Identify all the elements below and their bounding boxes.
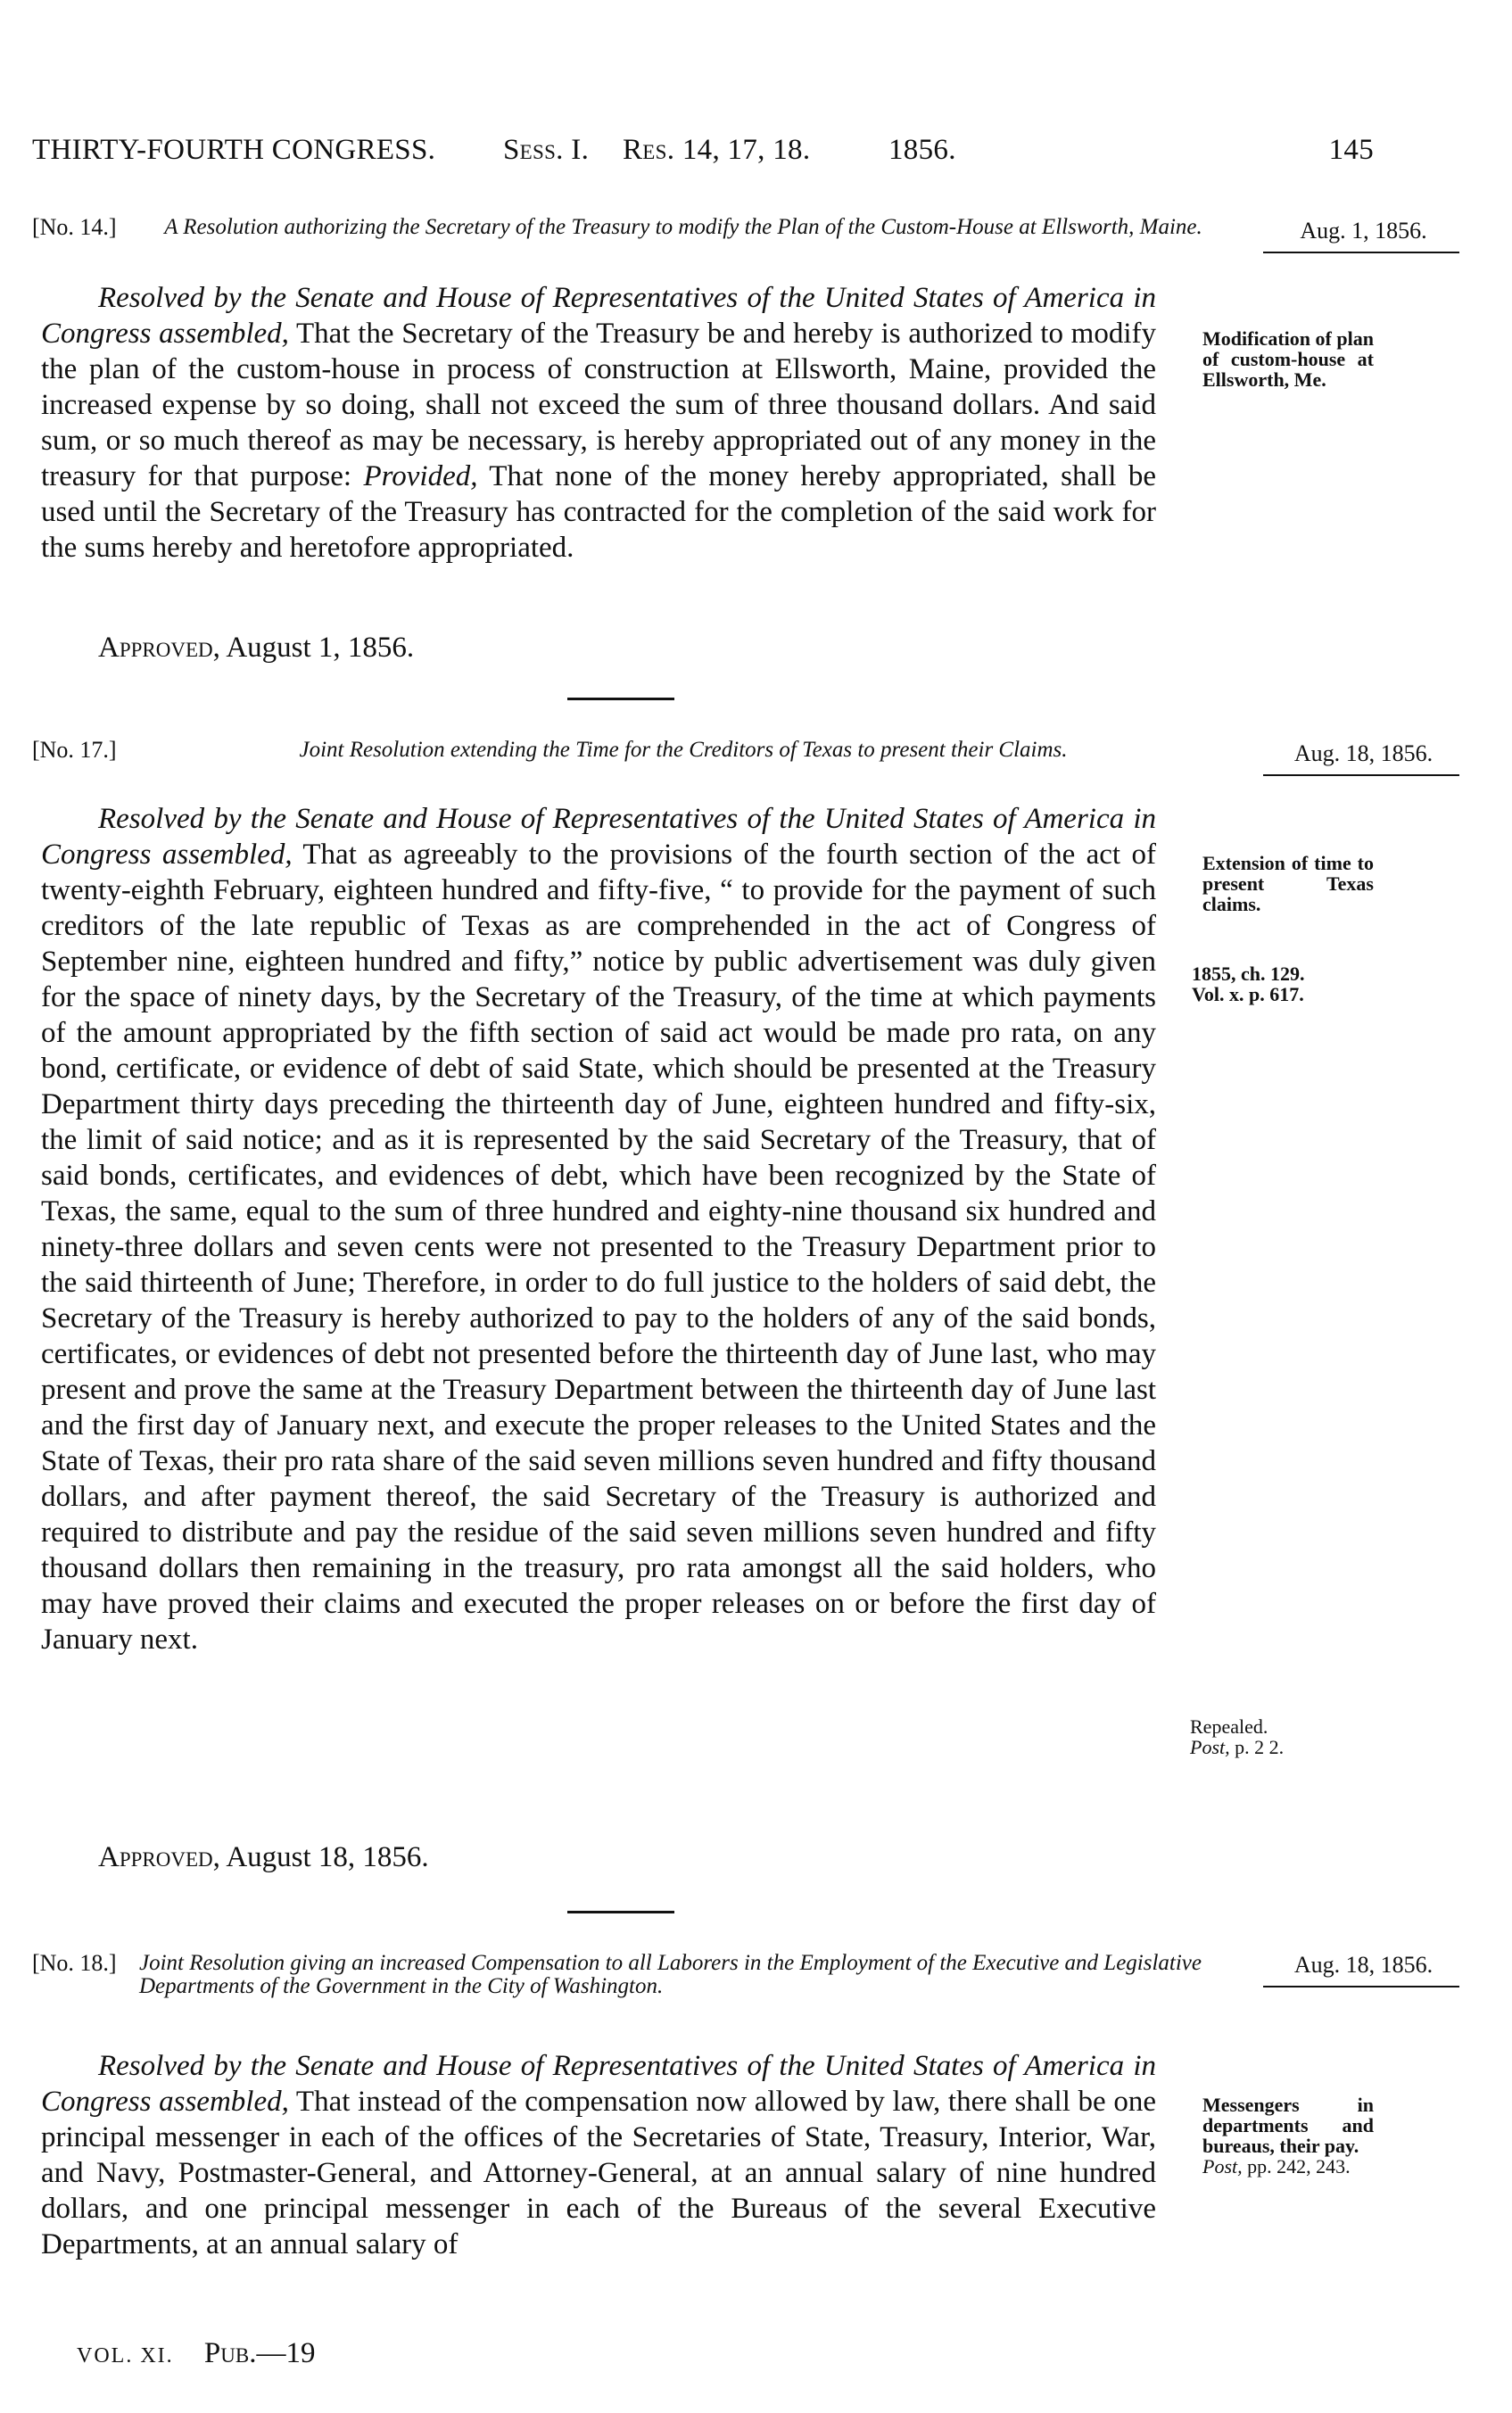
session-label: Sess. I. (503, 134, 590, 166)
approved-date: August 18, 1856. (226, 1841, 429, 1873)
resolution-number: [No. 18.] (32, 1950, 117, 1976)
resolution-title: A Resolution authorizing the Secretary of the Treasury to modify the Plan of the Custom-House at Ellsworth, Maine. (164, 215, 1202, 239)
margin-note (1176, 853, 1374, 914)
resolution-18-body (41, 2048, 1156, 2262)
approved-label: Approved, (98, 1841, 220, 1873)
margin-note-repealed (1176, 1716, 1374, 1757)
congress-label: THIRTY-FOURTH CONGRESS. (32, 134, 436, 166)
margin-ref-post: Post, (1202, 2155, 1243, 2177)
approval-line (98, 632, 414, 665)
resolution-14-body (41, 280, 1156, 566)
margin-note-heading: Messengers in departments and bureaus, their pay. (1202, 2094, 1374, 2157)
date-rule (1263, 1986, 1459, 1987)
section-divider (567, 1911, 674, 1913)
margin-note-citation (1176, 963, 1374, 1004)
enacting-clause: Resolved by the Senate and House of Representatives of the United States of America in Congress assembled, (41, 2050, 1156, 2118)
margin-note (1176, 2095, 1374, 2177)
margin-ref-pages: pp. 242, 243. (1242, 2155, 1351, 2177)
resolution-text: That instead of the compensation now allowed by law, there shall be one principal messenger in each of the offices of the Secretaries of State, Treasury, Interior, War, and Navy, Postmaster-General, and Attorney-General, at an annual salary of nine hundred dollars, and one principal messenger in each of the Bureaus of the several Executive Departments, at an annual salary of (41, 2086, 1156, 2260)
volume-label: VOL. XI. (77, 2344, 174, 2368)
repealed-ref-page: p. 2 2. (1229, 1736, 1285, 1758)
approved-date: August 1, 1856. (226, 632, 415, 664)
resolution-date: Aug. 1, 1856. (1300, 218, 1427, 244)
repealed-ref-post: Post, (1190, 1736, 1230, 1758)
year-label: 1856. (888, 134, 956, 166)
approval-line (98, 1841, 429, 1874)
citation-statute: 1855, ch. 129. (1192, 963, 1305, 985)
resolutions-label: Res. 14, 17, 18. (623, 134, 811, 166)
resolution-text: That the Secretary of the Treasury be and hereby is authorized to modify the plan of the custom-house in process of construction at Ellsworth, Maine, provided the increased expense by so doing, shall not exceed the sum of three thousand dollars. And said sum, or so much thereof as may be necessary, is hereby appropriated out of any money in the treasury for that purpose: (41, 318, 1156, 492)
resolution-number: [No. 17.] (32, 737, 117, 763)
citation-volume: Vol. x. p. 617. (1192, 983, 1304, 1005)
resolution-number: [No. 14.] (32, 214, 117, 240)
repealed-label: Repealed. (1190, 1715, 1268, 1738)
margin-note-heading: Modification of plan of custom-house at Ellsworth, Me. (1202, 327, 1374, 391)
enacting-clause: Resolved by the Senate and House of Representatives of the United States of America in Congress assembled, (41, 282, 1156, 350)
resolution-title: Joint Resolution giving an increased Compensation to all Laborers in the Employment of the Executive and Legislative Departments of the Government in the City of Washington. (139, 1951, 1202, 1998)
margin-note-heading: Extension of time to present Texas claims. (1202, 852, 1374, 915)
enacting-clause: Resolved by the Senate and House of Representatives of the United States of America in Congress assembled, (41, 803, 1156, 871)
page-number: 145 (1328, 134, 1374, 166)
resolution-date: Aug. 18, 1856. (1293, 740, 1434, 766)
signature-mark: Pub.—19 (203, 2337, 316, 2369)
resolution-text-continued: That none of the money hereby appropriated, shall be used until the Secretary of the Treasury has contracted for the completion of the said work for the sums hereby and heretofore appropriated. (41, 460, 1156, 564)
resolution-date: Aug. 18, 1856. (1293, 1952, 1434, 1978)
resolution-text: That as agreeably to the provisions of the fourth section of the act of twenty-eighth February, eighteen hundred and fifty-five, “ to provide for the payment of such creditors of the late republic of Texas as are comprehended in the act of Congress of September nine, eighteen hundred and fifty,” notice by public advertisement was duly given for the space of ninety days, by the Secretary of the Treasury, of the time at which payments of the amount appropriated by the fifth section of said act would be made pro rata, on any bond, certificate, or evidence of debt of said State, which should be presented at the Treasury Department thirty days preceding the thirteenth day of June, eighteen hundred and fifty-six, the limit of said notice; and as it is represented by the said Secretary of the Treasury, that of said bonds, certificates, and evidences of debt, which have been recognized by the State of Texas, the same, equal to the sum of three hundred and eighty-nine thousand six hundred and ninety-three dollars and seven cents were not presented to the Treasury Department prior to the said thirteenth of June; Therefore, in order to do full justice to the holders of said debt, the Secretary of the Treasury is hereby authorized to pay to the holders of any of the said bonds, certificates, or evidences of debt not presented before the thirteenth day of June last, who may present and prove the same at the Treasury Department between the thirteenth day of June last and the first day of January next, and execute the proper releases to the United States and the State of Texas, their pro rata share of the said seven millions seven hundred and fifty thousand dollars, and after payment thereof, the said Secretary of the Treasury is authorized and required to distribute and pay the residue of the said seven millions seven hundred and fifty thousand dollars then remaining in the treasury, pro rata amongst all the said holders, who may have proved their claims and executed the proper releases on or before the first day of January next. (41, 839, 1156, 1656)
margin-note (1176, 328, 1374, 390)
date-rule (1263, 774, 1459, 776)
date-rule (1263, 252, 1459, 253)
printer-signature (77, 2337, 315, 2370)
proviso-word: Provided, (363, 460, 478, 492)
section-divider (567, 698, 674, 700)
resolution-17-body (41, 801, 1156, 1657)
approved-label: Approved, (98, 632, 220, 664)
resolution-title: Joint Resolution extending the Time for the Creditors of Texas to present their Claims. (299, 738, 1068, 762)
